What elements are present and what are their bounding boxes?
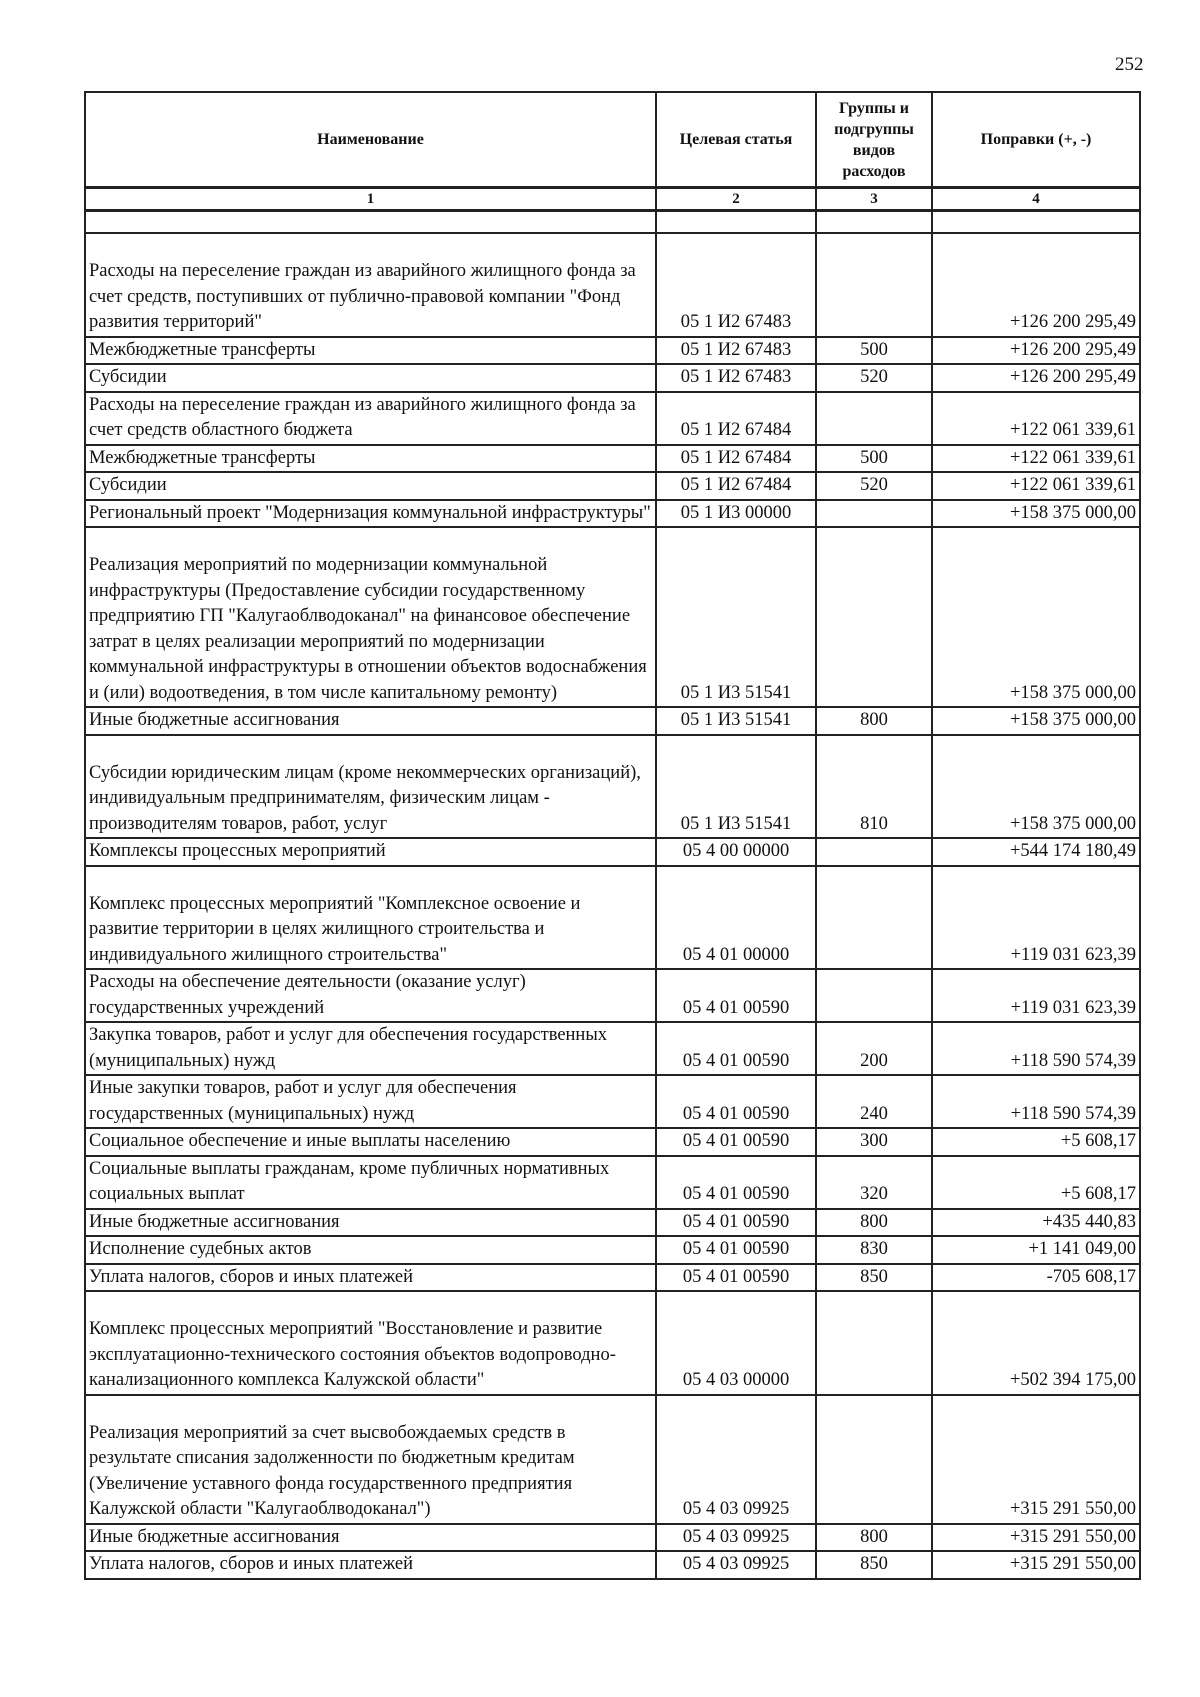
row-expense-group-cell: 520	[816, 364, 932, 392]
row-target-article-cell: 05 1 И3 51541	[656, 707, 816, 735]
row-name-cell: Иные бюджетные ассигнования	[85, 707, 656, 735]
row-name-cell: Иные закупки товаров, работ и услуг для обеспечения государственных (муниципальных) нужд	[85, 1075, 656, 1128]
table-row	[85, 1264, 1140, 1292]
row-target-article-cell: 05 4 03 09925	[656, 1395, 816, 1524]
row-name-cell: Иные бюджетные ассигнования	[85, 1524, 656, 1552]
row-expense-group-cell	[816, 1395, 932, 1524]
table-row	[85, 392, 1140, 445]
row-amendment-cell: +126 200 295,49	[932, 337, 1140, 365]
table-row	[85, 735, 1140, 839]
row-expense-group-cell	[816, 233, 932, 337]
row-target-article-cell: 05 1 И2 67483	[656, 233, 816, 337]
column-number: 4	[932, 188, 1140, 211]
row-amendment-cell: +126 200 295,49	[932, 364, 1140, 392]
row-expense-group-cell: 850	[816, 1551, 932, 1579]
row-expense-group-cell	[816, 527, 932, 707]
table-row	[85, 707, 1140, 735]
row-target-article-cell: 05 1 И3 51541	[656, 735, 816, 839]
table-row	[85, 1524, 1140, 1552]
page-number: 252	[1115, 54, 1144, 75]
table-body	[85, 211, 1140, 1579]
header-target-article: Целевая статья	[656, 92, 816, 188]
row-name-cell: Реализация мероприятий за счет высвобождаемых средств в результате списания задолженности по бюджетным кредитам (Увеличение уставного фонда государственного предприятия Калужской области "Калугаоблводоканал")	[85, 1395, 656, 1524]
row-name-cell: Уплата налогов, сборов и иных платежей	[85, 1551, 656, 1579]
row-amendment-cell: +158 375 000,00	[932, 500, 1140, 528]
row-expense-group-cell: 810	[816, 735, 932, 839]
column-number: 2	[656, 188, 816, 211]
row-target-article-cell: 05 4 03 09925	[656, 1551, 816, 1579]
table-row	[85, 1236, 1140, 1264]
table-row	[85, 445, 1140, 473]
row-target-article-cell: 05 4 01 00590	[656, 1264, 816, 1292]
table-row	[85, 1395, 1140, 1524]
row-name-cell: Расходы на обеспечение деятельности (оказание услуг) государственных учреждений	[85, 969, 656, 1022]
column-numbering-row	[85, 188, 1140, 211]
row-expense-group-cell: 300	[816, 1128, 932, 1156]
row-target-article-cell: 05 1 И3 51541	[656, 527, 816, 707]
row-name-cell: Реализация мероприятий по модернизации коммунальной инфраструктуры (Предоставление субсидии государственному предприятию ГП "Калугаоблводоканал" на финансовое обеспечение затрат в целях реализации мероприятий по модернизации коммунальной инфраструктуры в отношении объектов водоснабжения и (или) водоотведения, в том числе капитальному ремонту)	[85, 527, 656, 707]
table-row	[85, 472, 1140, 500]
row-amendment-cell: +158 375 000,00	[932, 735, 1140, 839]
row-target-article-cell: 05 1 И3 00000	[656, 500, 816, 528]
table-row	[85, 1022, 1140, 1075]
row-expense-group-cell	[816, 392, 932, 445]
table-row	[85, 527, 1140, 707]
row-name-cell: Субсидии	[85, 472, 656, 500]
column-number: 1	[85, 188, 656, 211]
row-name-cell: Иные бюджетные ассигнования	[85, 1209, 656, 1237]
table-row	[85, 866, 1140, 970]
row-target-article-cell: 05 4 03 00000	[656, 1291, 816, 1395]
row-expense-group-cell	[816, 500, 932, 528]
row-expense-group-cell: 800	[816, 1209, 932, 1237]
row-target-article-cell: 05 4 03 09925	[656, 1524, 816, 1552]
row-target-article-cell: 05 4 00 00000	[656, 838, 816, 866]
row-expense-group-cell	[816, 969, 932, 1022]
row-amendment-cell: +158 375 000,00	[932, 707, 1140, 735]
row-target-article-cell: 05 1 И2 67484	[656, 392, 816, 445]
row-name-cell: Закупка товаров, работ и услуг для обеспечения государственных (муниципальных) нужд	[85, 1022, 656, 1075]
row-name-cell: Расходы на переселение граждан из аварийного жилищного фонда за счет средств областного бюджета	[85, 392, 656, 445]
row-amendment-cell: +5 608,17	[932, 1156, 1140, 1209]
row-amendment-cell: +122 061 339,61	[932, 392, 1140, 445]
row-target-article-cell: 05 1 И2 67483	[656, 337, 816, 365]
table-row	[85, 1291, 1140, 1395]
row-expense-group-cell: 850	[816, 1264, 932, 1292]
row-target-article-cell: 05 1 И2 67484	[656, 472, 816, 500]
table-header-row	[85, 92, 1140, 188]
row-name-cell: Межбюджетные трансферты	[85, 337, 656, 365]
row-amendment-cell: +122 061 339,61	[932, 445, 1140, 473]
table-row	[85, 1209, 1140, 1237]
table-row	[85, 500, 1140, 528]
row-expense-group-cell: 830	[816, 1236, 932, 1264]
row-amendment-cell: +502 394 175,00	[932, 1291, 1140, 1395]
table-row	[85, 1128, 1140, 1156]
table-row	[85, 337, 1140, 365]
table-row	[85, 364, 1140, 392]
table-row	[85, 969, 1140, 1022]
row-name-cell: Социальное обеспечение и иные выплаты населению	[85, 1128, 656, 1156]
row-amendment-cell: +5 608,17	[932, 1128, 1140, 1156]
row-target-article-cell: 05 4 01 00590	[656, 1022, 816, 1075]
row-name-cell: Комплекс процессных мероприятий "Восстановление и развитие эксплуатационно-технического состояния объектов водопроводно-канализационного комплекса Калужской области"	[85, 1291, 656, 1395]
row-target-article-cell: 05 4 01 00590	[656, 1236, 816, 1264]
row-name-cell: Расходы на переселение граждан из аварийного жилищного фонда за счет средств, поступивших от публично-правовой компании "Фонд развития территорий"	[85, 233, 656, 337]
row-amendment-cell: +119 031 623,39	[932, 866, 1140, 970]
row-target-article-cell: 05 4 01 00590	[656, 1128, 816, 1156]
row-expense-group-cell	[816, 838, 932, 866]
row-name-cell: Субсидии юридическим лицам (кроме некоммерческих организаций), индивидуальным предпринимателям, физическим лицам - производителям товаров, работ, услуг	[85, 735, 656, 839]
budget-amendments-table	[84, 91, 1141, 1580]
row-name-cell: Уплата налогов, сборов и иных платежей	[85, 1264, 656, 1292]
header-amendments: Поправки (+, -)	[932, 92, 1140, 188]
row-target-article-cell: 05 4 01 00590	[656, 969, 816, 1022]
row-expense-group-cell: 520	[816, 472, 932, 500]
table-row	[85, 1075, 1140, 1128]
header-name: Наименование	[85, 92, 656, 188]
row-amendment-cell: +118 590 574,39	[932, 1022, 1140, 1075]
spacer-cell	[85, 211, 656, 234]
row-expense-group-cell: 800	[816, 1524, 932, 1552]
spacer-cell	[816, 211, 932, 234]
row-amendment-cell: +119 031 623,39	[932, 969, 1140, 1022]
row-name-cell: Межбюджетные трансферты	[85, 445, 656, 473]
row-expense-group-cell	[816, 1291, 932, 1395]
row-amendment-cell: -705 608,17	[932, 1264, 1140, 1292]
row-amendment-cell: +118 590 574,39	[932, 1075, 1140, 1128]
row-expense-group-cell: 320	[816, 1156, 932, 1209]
row-amendment-cell: +435 440,83	[932, 1209, 1140, 1237]
header-expense-groups: Группы и подгруппы видов расходов	[816, 92, 932, 188]
row-target-article-cell: 05 1 И2 67483	[656, 364, 816, 392]
row-name-cell: Комплексы процессных мероприятий	[85, 838, 656, 866]
row-name-cell: Исполнение судебных актов	[85, 1236, 656, 1264]
row-amendment-cell: +1 141 049,00	[932, 1236, 1140, 1264]
spacer-cell	[932, 211, 1140, 234]
table-row	[85, 1156, 1140, 1209]
row-expense-group-cell: 800	[816, 707, 932, 735]
row-name-cell: Социальные выплаты гражданам, кроме публичных нормативных социальных выплат	[85, 1156, 656, 1209]
row-expense-group-cell: 500	[816, 445, 932, 473]
row-amendment-cell: +315 291 550,00	[932, 1551, 1140, 1579]
row-amendment-cell: +158 375 000,00	[932, 527, 1140, 707]
row-target-article-cell: 05 4 01 00590	[656, 1075, 816, 1128]
spacer-cell	[656, 211, 816, 234]
row-name-cell: Региональный проект "Модернизация коммунальной инфраструктуры"	[85, 500, 656, 528]
row-expense-group-cell: 500	[816, 337, 932, 365]
row-amendment-cell: +315 291 550,00	[932, 1524, 1140, 1552]
spacer-row	[85, 211, 1140, 234]
row-expense-group-cell	[816, 866, 932, 970]
row-name-cell: Комплекс процессных мероприятий "Комплексное освоение и развитие территории в целях жилищного строительства и индивидуального жилищного строительства"	[85, 866, 656, 970]
column-number: 3	[816, 188, 932, 211]
table-row	[85, 838, 1140, 866]
table-row	[85, 1551, 1140, 1579]
row-name-cell: Субсидии	[85, 364, 656, 392]
row-target-article-cell: 05 1 И2 67484	[656, 445, 816, 473]
row-expense-group-cell: 240	[816, 1075, 932, 1128]
row-amendment-cell: +544 174 180,49	[932, 838, 1140, 866]
row-target-article-cell: 05 4 01 00590	[656, 1209, 816, 1237]
row-target-article-cell: 05 4 01 00000	[656, 866, 816, 970]
row-amendment-cell: +126 200 295,49	[932, 233, 1140, 337]
row-amendment-cell: +122 061 339,61	[932, 472, 1140, 500]
table-row	[85, 233, 1140, 337]
row-amendment-cell: +315 291 550,00	[932, 1395, 1140, 1524]
row-expense-group-cell: 200	[816, 1022, 932, 1075]
row-target-article-cell: 05 4 01 00590	[656, 1156, 816, 1209]
